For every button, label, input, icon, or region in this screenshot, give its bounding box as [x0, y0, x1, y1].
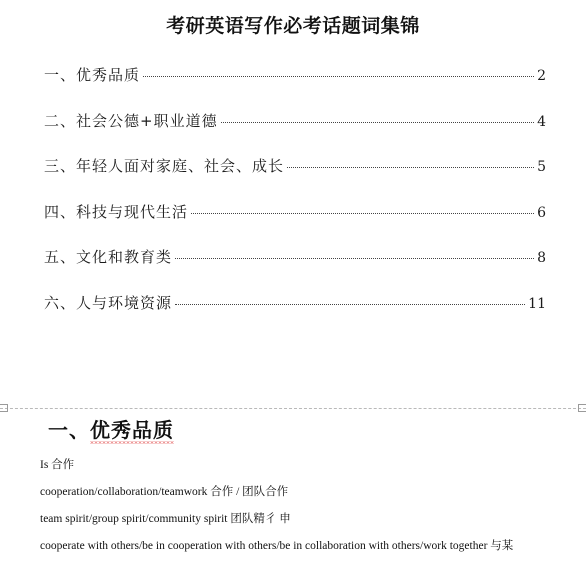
toc-page-number: 6 [537, 204, 546, 221]
section-heading [48, 414, 174, 443]
toc-dot-leader [191, 213, 534, 214]
body-text-line: cooperate with others/be in cooperation with others/be in collaboration with others/work together 与某 [40, 540, 514, 552]
toc-entry-label: 三、年轻人面对家庭、社会、成长 [44, 157, 285, 176]
body-text-line: Is 合作 [40, 459, 75, 471]
toc-entry[interactable] [44, 201, 546, 247]
left-margin-marker [0, 404, 8, 412]
table-of-contents [44, 64, 546, 338]
body-text-line: team spirit/group spirit/community spirit 团队精彳 申 [40, 513, 291, 525]
toc-dot-leader [175, 304, 525, 305]
toc-dot-leader [175, 258, 534, 259]
toc-dot-leader [143, 76, 534, 77]
toc-entry-label: 四、科技与现代生活 [44, 202, 189, 221]
toc-dot-leader [221, 122, 535, 123]
toc-page-number: 11 [528, 295, 546, 312]
toc-page-number: 8 [537, 250, 546, 267]
toc-entry[interactable] [44, 64, 546, 110]
body-text-line: cooperation/collaboration/teamwork 合作 / 团队合作 [40, 486, 289, 498]
toc-entry-label: 五、文化和教育类 [44, 248, 173, 267]
right-margin-marker [578, 404, 586, 412]
document-title: 考研英语写作必考话题词集锦 [166, 15, 420, 37]
toc-entry[interactable] [44, 110, 546, 156]
toc-entry-label: 一、优秀品质 [44, 66, 141, 84]
toc-page-number: 4 [537, 113, 546, 130]
section-heading-text: 优秀品质 [90, 418, 174, 442]
toc-entry-label: 二、社会公德+职业道德 [44, 111, 218, 130]
toc-entry[interactable] [44, 246, 546, 292]
toc-entry[interactable] [44, 292, 546, 338]
toc-page-number: 2 [537, 68, 546, 84]
toc-dot-leader [287, 167, 534, 168]
toc-entry-label: 六、人与环境资源 [44, 293, 173, 312]
toc-page-number: 5 [537, 159, 546, 176]
section-heading-prefix: 一、 [48, 418, 90, 442]
toc-entry[interactable] [44, 155, 546, 201]
page-break-line [0, 408, 586, 410]
